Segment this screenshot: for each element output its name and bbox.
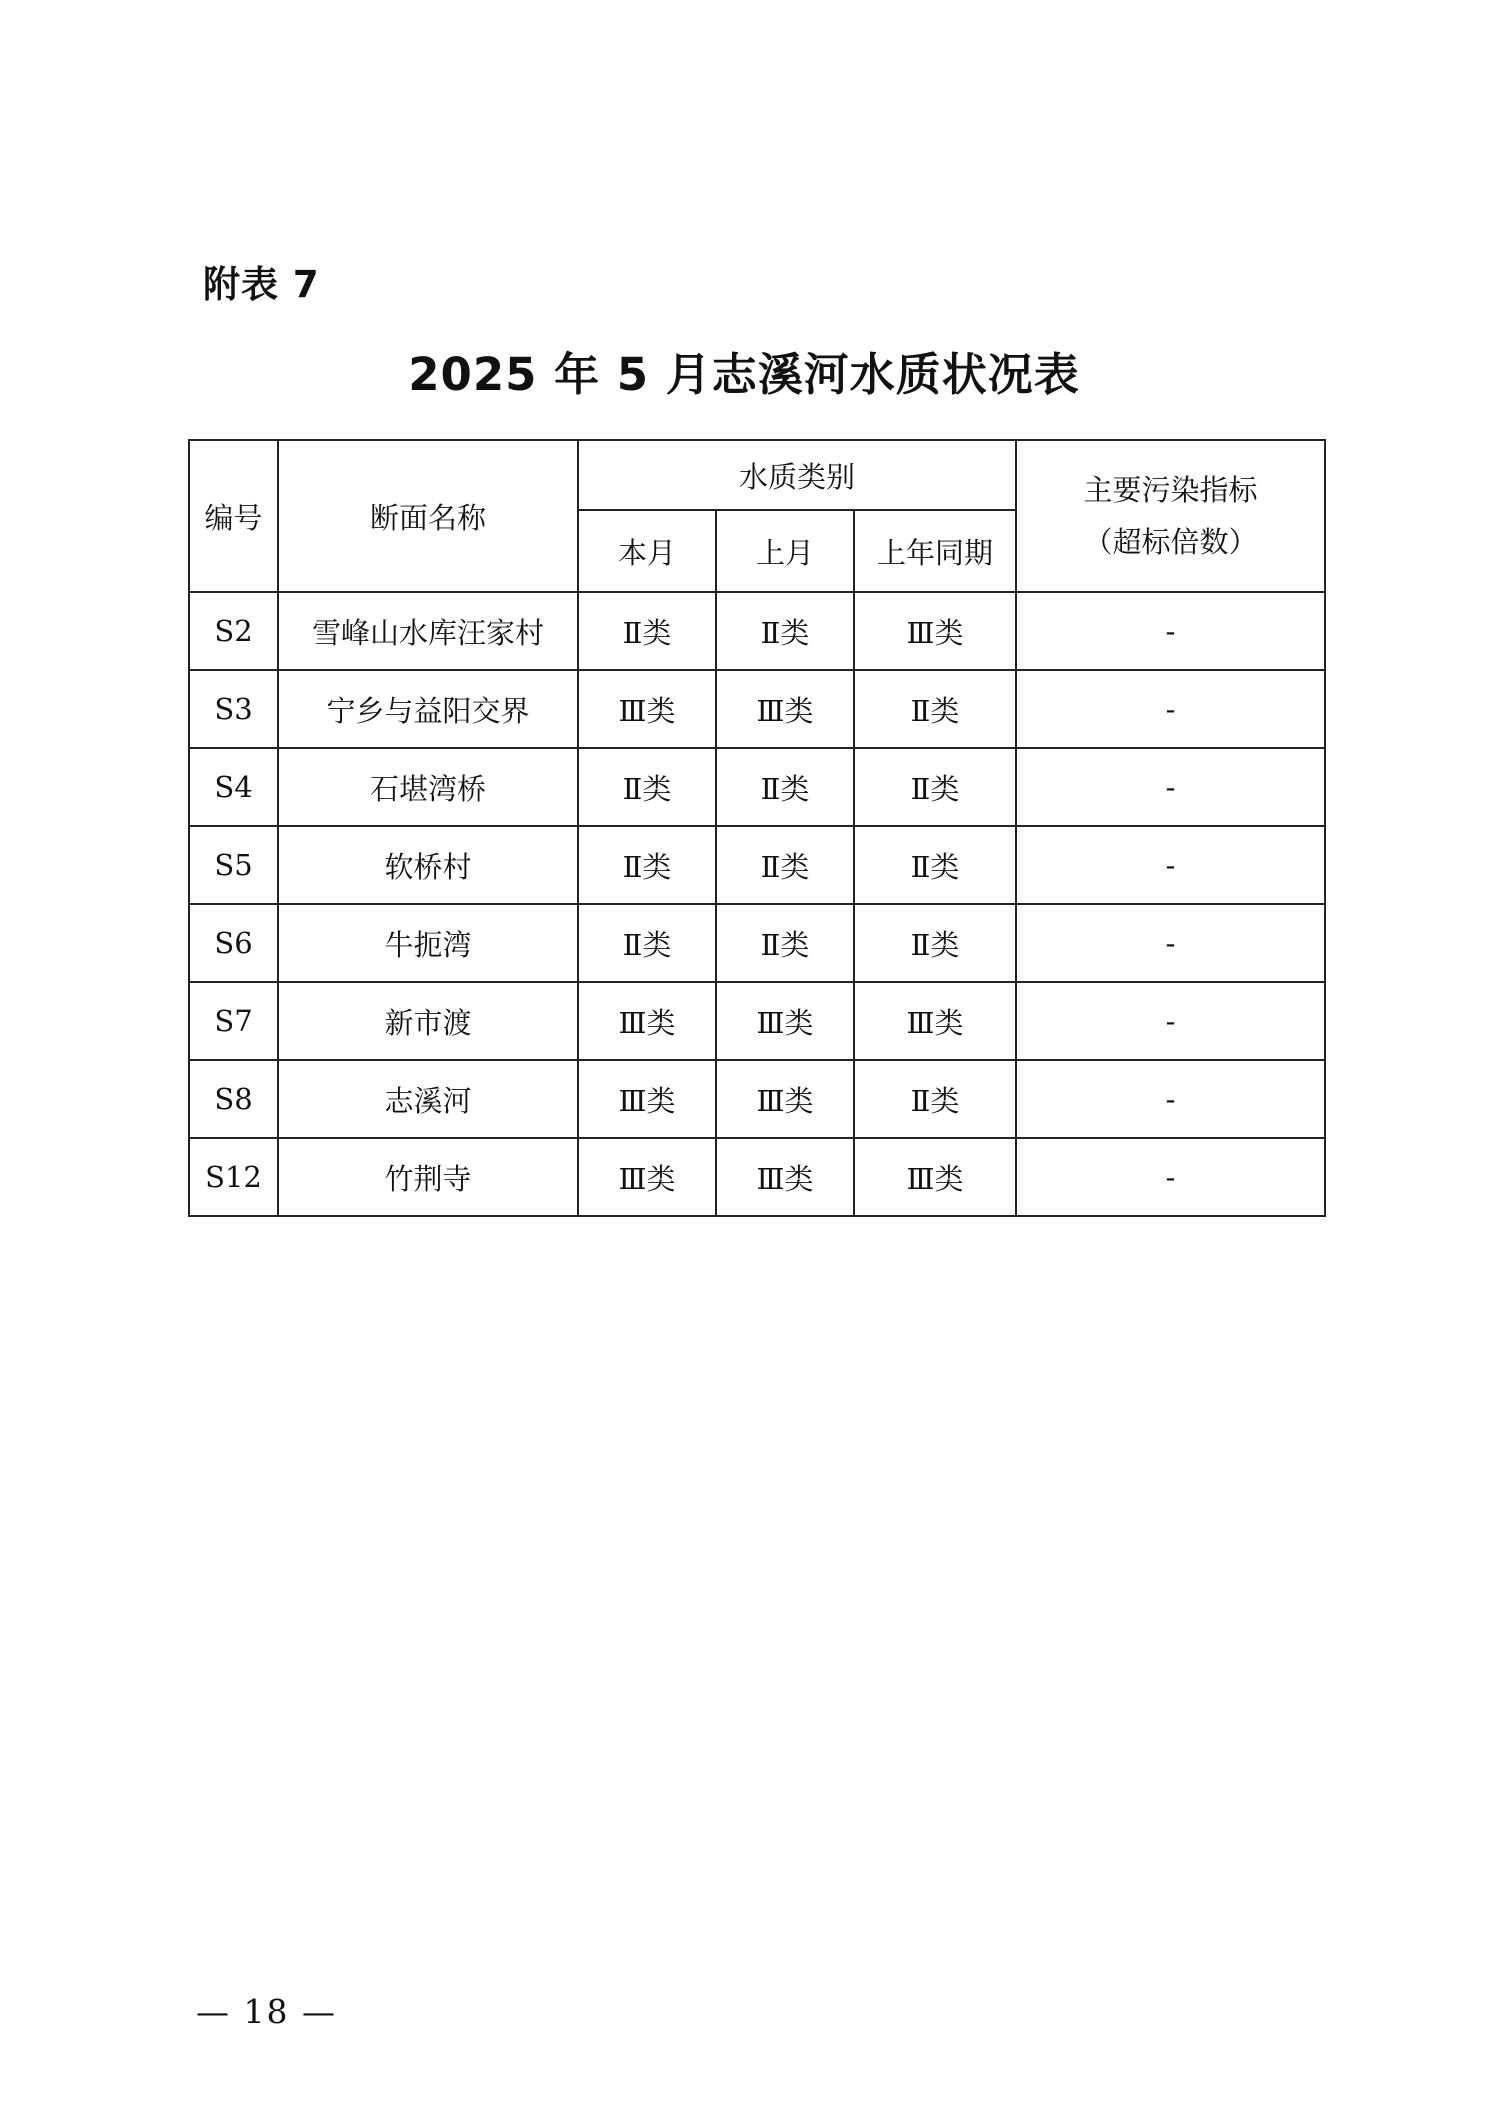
cell-pollutant: - [1016, 982, 1325, 1060]
table-row [189, 670, 1325, 748]
cell-this-month: Ⅱ类 [578, 592, 716, 670]
cell-section-name: 竹荆寺 [278, 1138, 578, 1216]
cell-id: S7 [189, 982, 278, 1060]
cell-pollutant: - [1016, 826, 1325, 904]
cell-id: S4 [189, 748, 278, 826]
cell-section-name: 志溪河 [278, 1060, 578, 1138]
cell-last-month: Ⅲ类 [716, 982, 854, 1060]
header-this-month: 本月 [578, 510, 716, 592]
cell-section-name: 雪峰山水库汪家村 [278, 592, 578, 670]
cell-id: S6 [189, 904, 278, 982]
cell-pollutant: - [1016, 670, 1325, 748]
header-water-quality-category: 水质类别 [578, 440, 1016, 510]
cell-last-month: Ⅲ类 [716, 1060, 854, 1138]
cell-this-month: Ⅲ类 [578, 982, 716, 1060]
header-same-period-last-year: 上年同期 [854, 510, 1016, 592]
water-quality-table [188, 439, 1326, 1217]
cell-last-year: Ⅲ类 [854, 982, 1016, 1060]
cell-section-name: 宁乡与益阳交界 [278, 670, 578, 748]
header-main-pollutant-line2: （超标倍数） [1083, 525, 1258, 559]
document-title: 2025 年 5 月志溪河水质状况表 [408, 348, 1080, 401]
cell-last-year: Ⅲ类 [854, 1138, 1016, 1216]
cell-this-month: Ⅲ类 [578, 670, 716, 748]
cell-this-month: Ⅲ类 [578, 1060, 716, 1138]
header-id: 编号 [189, 440, 278, 592]
cell-last-month: Ⅱ类 [716, 748, 854, 826]
cell-section-name: 新市渡 [278, 982, 578, 1060]
cell-last-month: Ⅱ类 [716, 592, 854, 670]
table-row [189, 982, 1325, 1060]
cell-section-name: 牛扼湾 [278, 904, 578, 982]
cell-id: S3 [189, 670, 278, 748]
cell-this-month: Ⅱ类 [578, 748, 716, 826]
table-row [189, 1138, 1325, 1216]
table-row [189, 1060, 1325, 1138]
cell-section-name: 石堪湾桥 [278, 748, 578, 826]
cell-this-month: Ⅱ类 [578, 904, 716, 982]
cell-pollutant: - [1016, 904, 1325, 982]
cell-section-name: 软桥村 [278, 826, 578, 904]
table-row [189, 592, 1325, 670]
cell-last-month: Ⅱ类 [716, 904, 854, 982]
header-main-pollutant [1016, 440, 1325, 592]
table-row [189, 826, 1325, 904]
table-row [189, 748, 1325, 826]
cell-last-year: Ⅱ类 [854, 904, 1016, 982]
table-header-row [189, 440, 1325, 510]
appendix-label: 附表 7 [203, 263, 320, 306]
cell-last-year: Ⅱ类 [854, 748, 1016, 826]
cell-last-month: Ⅲ类 [716, 1138, 854, 1216]
cell-last-month: Ⅲ类 [716, 670, 854, 748]
header-main-pollutant-line1: 主要污染指标 [1083, 473, 1258, 507]
cell-last-year: Ⅱ类 [854, 826, 1016, 904]
cell-id: S8 [189, 1060, 278, 1138]
cell-this-month: Ⅲ类 [578, 1138, 716, 1216]
cell-id: S2 [189, 592, 278, 670]
page-number: — 18 — [196, 1992, 337, 2031]
table-row [189, 904, 1325, 982]
cell-pollutant: - [1016, 1060, 1325, 1138]
cell-id: S5 [189, 826, 278, 904]
cell-pollutant: - [1016, 1138, 1325, 1216]
cell-pollutant: - [1016, 748, 1325, 826]
header-section-name: 断面名称 [278, 440, 578, 592]
cell-last-year: Ⅱ类 [854, 1060, 1016, 1138]
cell-last-year: Ⅲ类 [854, 592, 1016, 670]
cell-id: S12 [189, 1138, 278, 1216]
header-last-month: 上月 [716, 510, 854, 592]
cell-last-year: Ⅱ类 [854, 670, 1016, 748]
cell-this-month: Ⅱ类 [578, 826, 716, 904]
cell-last-month: Ⅱ类 [716, 826, 854, 904]
cell-pollutant: - [1016, 592, 1325, 670]
